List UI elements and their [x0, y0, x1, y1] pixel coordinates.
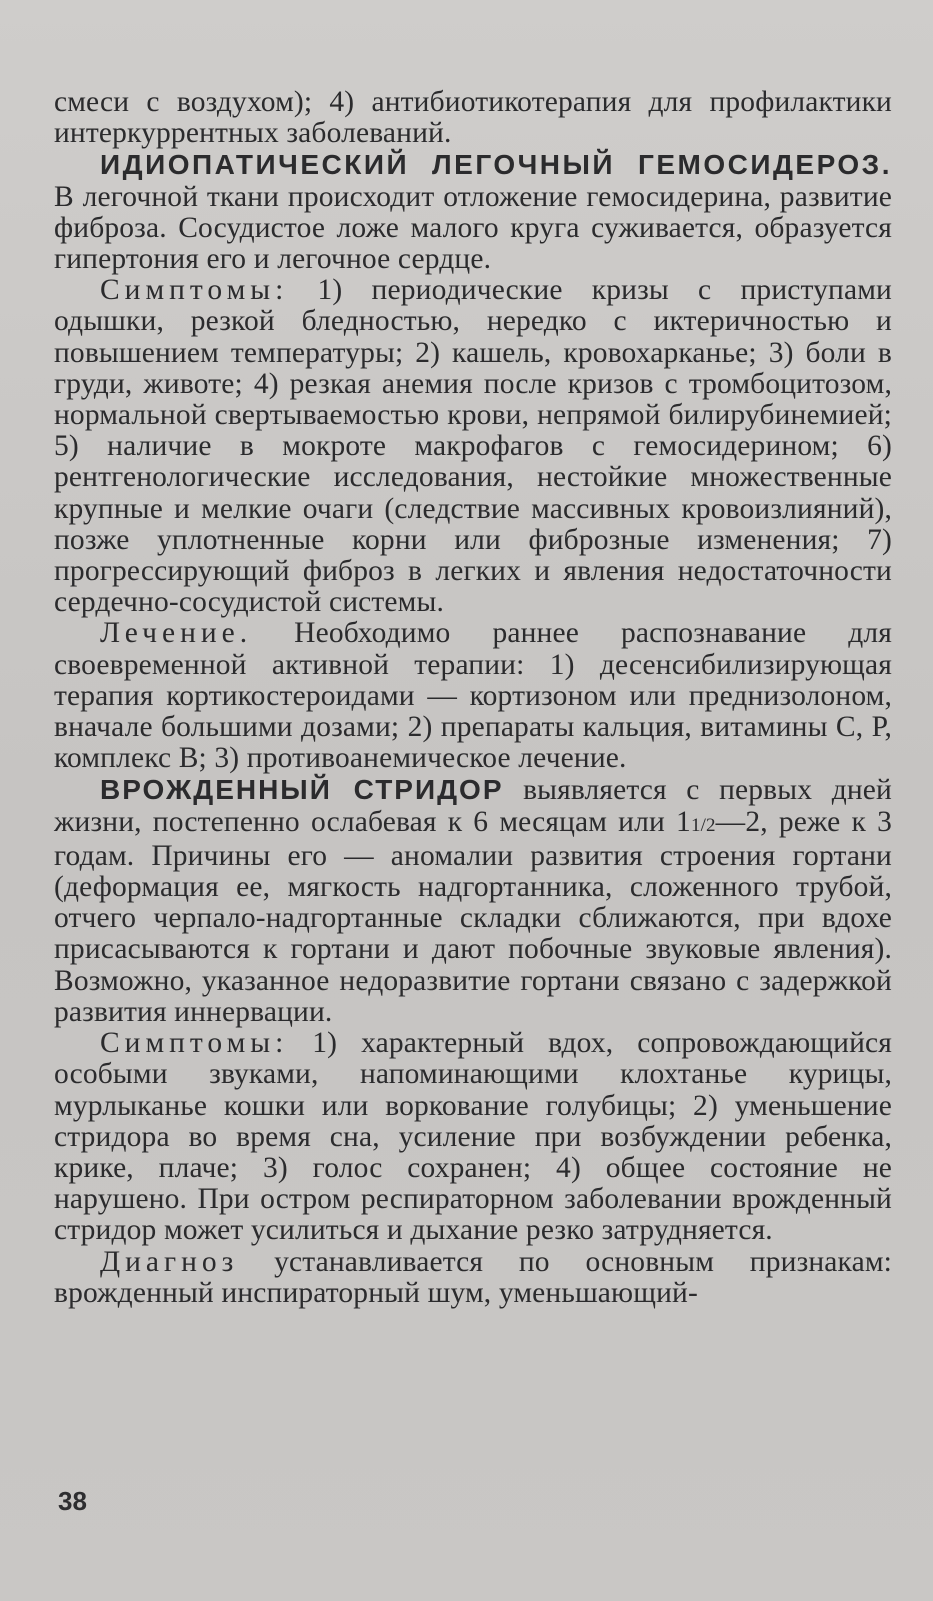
paragraph-diagnosis: Диагноз устанавливается по основным признакам: врожденный инспираторный шум, уменьшающий- — [54, 1245, 892, 1309]
lead-word: Симптомы: — [100, 274, 289, 307]
body-text — [54, 87, 892, 1309]
paragraph-symptoms-1: Симптомы: 1) периодические кризы с приступами одышки, резкой бледностью, нередко с иктеричностью и повышением температуры; 2) кашель, кровохарканье; 3) боли в груди, животе; 4) резкая анемия после кризов с тромбоцитозом, нормальной свертываемостью крови, непрямой билирубинемией; 5) наличие в мокроте макрофагов с гемосидерином; 6) рентгенологические исследования, нестойкие множественные крупные и мелкие очаги (следствие массивных кровоизлияний), позже уплотненные корни или фиброзные изменения; 7) прогрессирующий фиброз в легких и явления недостаточности сердечно-сосудистой системы. — [54, 274, 892, 619]
lead-word: Лечение. — [100, 617, 253, 650]
lead-word: Диагноз — [100, 1245, 239, 1278]
fraction: 1/2 — [690, 814, 716, 836]
page-number: 38 — [58, 1486, 87, 1516]
paragraph-treatment: Лечение. Необходимо раннее распознавание для своевременной активной терапии: 1) десенсибилизирующая терапия кортикостероидами — кортизоном или преднизолоном, вначале большими дозами; 2) препараты кальция, витамины С, Р, комплекс В; 3) противоанемическое лечение. — [54, 617, 892, 775]
paragraph-symptoms-2: Симптомы: 1) характерный вдох, сопровождающийся особыми звуками, напоминающими клохтанье курицы, мурлыканье кошки или воркование голубицы; 2) уменьшение стридора во время сна, усиление при возбуждении ребенка, крике, плаче; 3) голос сохранен; 4) общее состояние не нарушено. При остром респираторном заболевании врожденный стридор может усилиться и дыхание резко затрудняется. — [54, 1027, 892, 1247]
paragraph-stridor: ВРОЖДЕННЫЙ СТРИДОР выявляется с первых дней жизни, постепенно ослабевая к 6 месяцам или 11/2—2, реже к 3 годам. Причины его — аномалии развития строения гортани (деформация ее, мягкость надгортанника, сложенного трубой, отчего черпало-надгортанные складки сближаются, при вдохе присасываются к гортани и дают побочные звуковые явления). Возможно, указанное недоразвитие гортани связано с задержкой развития иннервации. — [54, 774, 892, 1028]
section-heading-hemosiderosis: ИДИОПАТИЧЕСКИЙ ЛЕГОЧНЫЙ ГЕМОСИДЕРОЗ. — [100, 149, 892, 181]
lead-word: Симптомы: — [100, 1027, 289, 1060]
paragraph-continuation: смеси с воздухом); 4) антибиотикотерапия для профилактики интеркуррентных заболеваний. — [54, 86, 892, 150]
section-heading-stridor: ВРОЖДЕННЫЙ СТРИДОР — [100, 774, 504, 806]
paragraph-hemosiderosis: ИДИОПАТИЧЕСКИЙ ЛЕГОЧНЫЙ ГЕМОСИДЕРОЗ. В легочной ткани происходит отложение гемосидерина, развитие фиброза. Сосудистое ложе малого круга суживается, образуется гипертония его и легочное сердце. — [54, 149, 892, 276]
